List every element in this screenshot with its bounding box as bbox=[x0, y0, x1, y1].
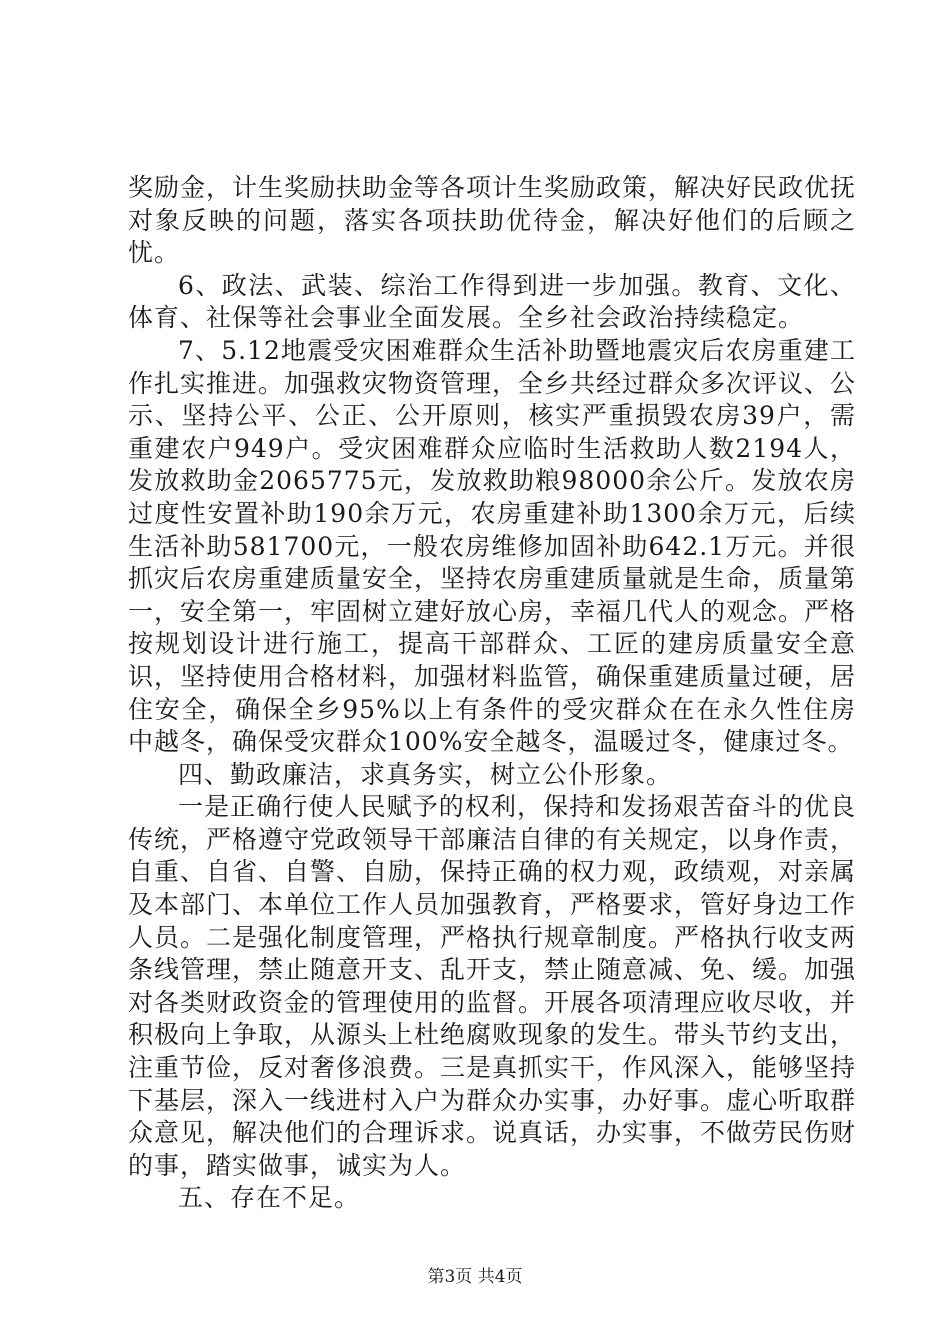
paragraph-item-6: 6、政法、武装、综治工作得到进一步加强。教育、文化、体育、社保等社会事业全面发展。全乡社会政治持续稳定。 bbox=[128, 270, 856, 333]
paragraph-integrity: 一是正确行使人民赋予的权利，保持和发扬艰苦奋斗的优良传统，严格遵守党政领导干部廉洁自律的有关规定，以身作责，自重、自省、自警、自励，保持正确的权力观，政绩观，对亲属及本部门、本单位工作人员加强教育，严格要求，管好身边工作人员。二是强化制度管理，严格执行规章制度。严格执行收支两条线管理，禁止随意开支、乱开支，禁止随意减、免、缓。加强对各类财政资金的管理使用的监督。开展各项清理应收尽收，并积极向上争取，从源头上杜绝腐败现象的发生。带头节约支出，注重节俭，反对奢侈浪费。三是真抓实干，作风深入，能够坚持下基层，深入一线进村入户为群众办实事，办好事。虚心听取群众意见，解决他们的合理诉求。说真话，办实事，不做劳民伤财的事，踏实做事，诚实为人。 bbox=[128, 792, 857, 1180]
page-footer: 第3页 共4页 bbox=[427, 1267, 523, 1287]
paragraph-continuation: 奖励金，计生奖励扶助金等各项计生奖励政策，解决好民政优抚对象反映的问题，落实各项扶助优待金，解决好他们的后顾之忧。 bbox=[128, 173, 857, 268]
paragraph-item-7: 7、5.12地震受灾困难群众生活补助暨地震灾后农房重建工作扎实推进。加强救灾物资管理，全乡共经过群众多次评议、公示、坚持公平、公正、公开原则，核实严重损毁农房39户，需重建农户949户。受灾困难群众应临时生活救助人数2194人，发放救助金2065775元，发放救助粮98000余公斤。发放农房过度性安置补助190余万元，农房重建补助1300余万元，后续生活补助581700元，一般农房维修加固补助642.1万元。并很抓灾后农房重建质量安全，坚持农房重建质量就是生命，质量第一，安全第一，牢固树立建好放心房，幸福几代人的观念。严格按规划设计进行施工，提高干部群众、工匠的建房质量安全意识，坚持使用合格材料，加强材料监管，确保重建质量过硬，居住安全，确保全乡95%以上有条件的受灾群众在在永久性住房中越冬，确保受灾群众100%安全越冬，温暖过冬，健康过冬。 bbox=[128, 335, 857, 757]
document-body bbox=[128, 172, 856, 1215]
section-heading-5: 五、存在不足。 bbox=[178, 1183, 361, 1213]
section-heading-4: 四、勤政廉洁，求真务实，树立公仆形象。 bbox=[178, 759, 673, 789]
